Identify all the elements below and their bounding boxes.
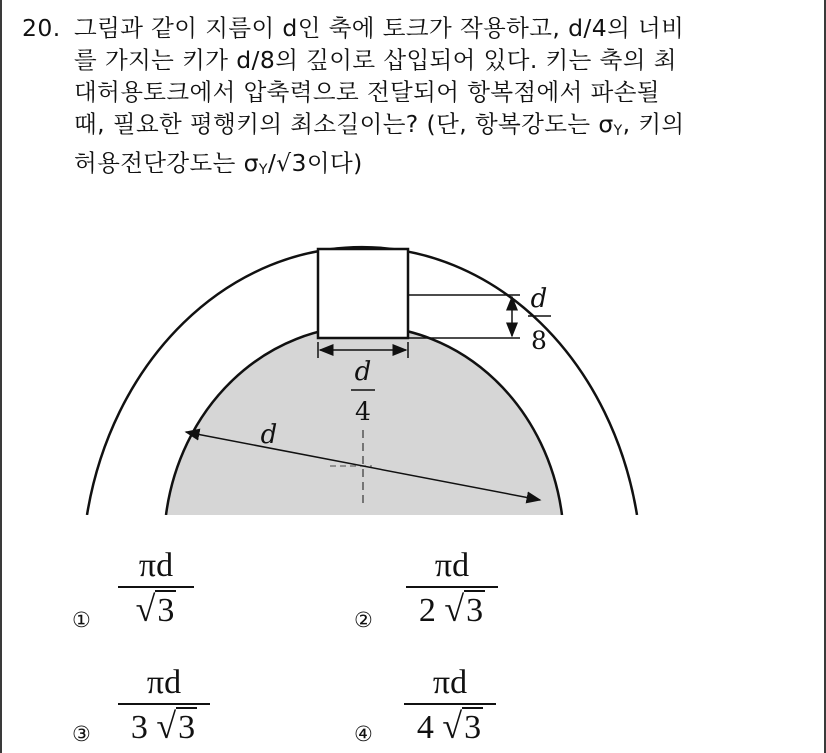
choice-4-marker[interactable]: ④ [354, 722, 373, 746]
question-line-5: 허용전단강도는 $\sigma_Y/√3$이다) [74, 149, 363, 178]
choice-3-formula[interactable]: πd 3 √3 [118, 665, 210, 746]
question-line-2: 를 가지는 키가 d/8의 깊이로 삽입되어 있다. 키는 축의 최 [74, 46, 677, 74]
choice-1-formula[interactable]: πd √3 [118, 548, 194, 629]
question-number: 20. [22, 14, 61, 42]
question-text [22, 12, 792, 186]
choice-2-formula[interactable]: πd 2 √3 [406, 548, 498, 629]
diameter-label: d [260, 420, 278, 450]
key-rectangle [318, 249, 408, 338]
width-label-num: d [354, 357, 372, 387]
page-border-left [0, 0, 2, 753]
shaft-key-figure [80, 188, 740, 518]
choice-3-marker[interactable]: ③ [72, 722, 91, 746]
depth-label-num: d [530, 284, 548, 314]
question-line-3: 대허용토크에서 압축력으로 전달되어 항복점에서 파손될 [74, 78, 660, 106]
choice-4-formula[interactable]: πd 4 √3 [404, 665, 496, 746]
width-label-den: 4 [355, 397, 371, 426]
choice-1-marker[interactable]: ① [72, 608, 91, 632]
choice-2-marker[interactable]: ② [354, 608, 373, 632]
question-line-4: 때, 필요한 평행키의 최소길이는? (단, 항복강도는 $\sigma_Y$, 키의 [74, 110, 685, 139]
question-line-1: 20. 그림과 같이 지름이 d인 축에 토크가 작용하고, d/4의 너비 [22, 14, 685, 42]
depth-label-den: 8 [531, 326, 547, 355]
